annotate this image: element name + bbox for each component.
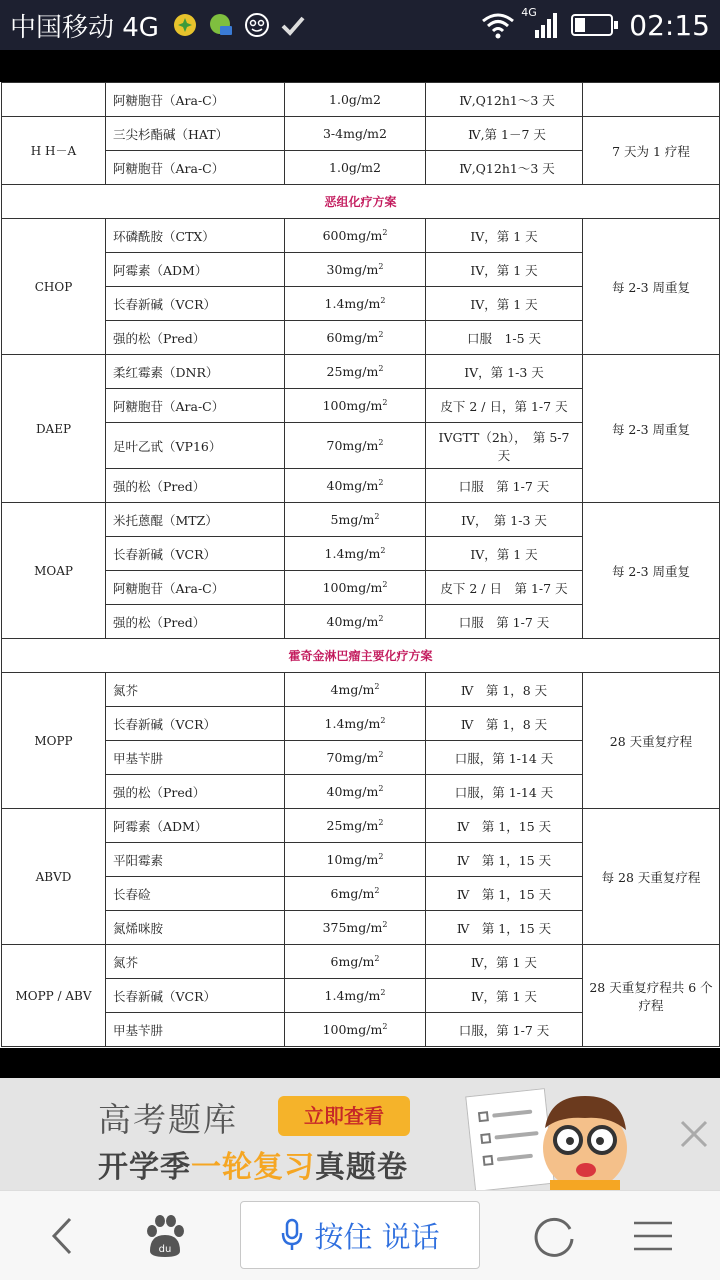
chemotherapy-regimen-table: [1, 82, 720, 1047]
dose-cell: $6mg/m^2$: [285, 945, 426, 979]
ad-banner[interactable]: [0, 1078, 720, 1190]
superscript-2: 2: [382, 397, 388, 407]
administration-cell: Ⅳ 第 1，8 天: [426, 673, 583, 707]
dose-cell: $600mg/m^2$: [285, 219, 426, 253]
dose-cell: $70mg/m^2$: [285, 423, 426, 469]
drug-cell: 长春新碱（VCR）: [106, 707, 285, 741]
menu-icon[interactable]: [630, 1213, 676, 1259]
drug-cell: 长春硷: [106, 877, 285, 911]
dose-cell: $25mg/m^2$: [285, 809, 426, 843]
table-row: [2, 673, 720, 707]
drug-cell: 甲基苄肼: [106, 741, 285, 775]
table-row: [2, 355, 720, 389]
administration-cell: IV，第 1 天: [426, 537, 583, 571]
superscript-2: 2: [378, 613, 384, 623]
table-row: [2, 503, 720, 537]
superscript-2: 2: [378, 261, 384, 271]
dose-cell: $6mg/m^2$: [285, 877, 426, 911]
microphone-icon: [280, 1218, 304, 1252]
table-row: [2, 117, 720, 151]
table-row: [2, 639, 720, 673]
drug-cell: 足叶乙甙（VP16）: [106, 423, 285, 469]
app-icon-clover: [172, 12, 198, 38]
dose-cell: 3-4mg/m2: [285, 117, 426, 151]
ad-subtitle-highlight: 一轮复习: [191, 1150, 315, 1185]
superscript-2: 2: [382, 579, 388, 589]
back-icon[interactable]: [40, 1213, 86, 1259]
table-row: [2, 185, 720, 219]
drug-cell: 长春新碱（VCR）: [106, 979, 285, 1013]
svg-text:du: du: [158, 1244, 172, 1255]
cycle-cell: 每 2-3 周重复: [583, 219, 720, 355]
superscript-2: 2: [382, 1021, 388, 1031]
superscript-2: 2: [378, 851, 384, 861]
dose-cell: $375mg/m^2$: [285, 911, 426, 945]
document-view[interactable]: [0, 82, 720, 1048]
dose-cell: $40mg/m^2$: [285, 469, 426, 503]
drug-cell: 氮芥: [106, 945, 285, 979]
administration-cell: IV， 第 1-3 天: [426, 503, 583, 537]
page-top-band: [0, 50, 720, 82]
superscript-2: 2: [380, 987, 386, 997]
superscript-2: 2: [380, 295, 386, 305]
status-bar: [0, 0, 720, 50]
hold-to-talk-button[interactable]: [240, 1201, 480, 1269]
carrier-label: 中国移动 4G: [10, 12, 159, 43]
app-icon-mail: [208, 12, 234, 38]
administration-cell: IV，第 1 天: [426, 219, 583, 253]
administration-cell: 口服 第 1-7 天: [426, 605, 583, 639]
drug-cell: 甲基苄肼: [106, 1013, 285, 1047]
cycle-cell: 每 2-3 周重复: [583, 355, 720, 503]
page-bottom-band: [0, 1048, 720, 1078]
administration-cell: IV，第 1 天: [426, 287, 583, 321]
administration-cell: Ⅳ,Q12h1～3 天: [426, 83, 583, 117]
superscript-2: 2: [374, 953, 380, 963]
drug-cell: 阿糖胞苷（Ara-C）: [106, 151, 285, 185]
dose-cell: $40mg/m^2$: [285, 775, 426, 809]
clock: 02:15: [629, 8, 710, 42]
regimen-name-cell: MOPP: [2, 673, 106, 809]
cycle-cell: 28 天重复疗程共 6 个疗程: [583, 945, 720, 1047]
administration-cell: 口服 第 1-7 天: [426, 469, 583, 503]
regimen-name-cell: CHOP: [2, 219, 106, 355]
superscript-2: 2: [380, 715, 386, 725]
drug-cell: 阿糖胞苷（Ara-C）: [106, 571, 285, 605]
regimen-name-cell: MOAP: [2, 503, 106, 639]
drug-cell: 阿糖胞苷（Ara-C）: [106, 389, 285, 423]
ad-subtitle-part-a: 开学季: [98, 1150, 191, 1185]
drug-cell: 阿糖胞苷（Ara-C）: [106, 83, 285, 117]
drug-cell: 米托蒽醌（MTZ）: [106, 503, 285, 537]
dose-cell: $10mg/m^2$: [285, 843, 426, 877]
dose-cell: $70mg/m^2$: [285, 741, 426, 775]
administration-cell: Ⅳ，第 1 天: [426, 945, 583, 979]
drug-cell: 强的松（Pred）: [106, 469, 285, 503]
dose-cell: $4mg/m^2$: [285, 673, 426, 707]
dose-cell: $60mg/m^2$: [285, 321, 426, 355]
superscript-2: 2: [378, 783, 384, 793]
administration-cell: Ⅳ,第 1－7 天: [426, 117, 583, 151]
ad-subtitle-part-c: 真题卷: [315, 1150, 408, 1185]
administration-cell: 口服，第 1-14 天: [426, 775, 583, 809]
superscript-2: 2: [374, 885, 380, 895]
ad-subtitle: [98, 1142, 408, 1186]
drug-cell: 长春新碱（VCR）: [106, 287, 285, 321]
voice-label: 按住 说话: [314, 1219, 440, 1254]
regimen-name-cell: ABVD: [2, 809, 106, 945]
superscript-2: 2: [378, 749, 384, 759]
administration-cell: Ⅳ 第 1，8 天: [426, 707, 583, 741]
superscript-2: 2: [380, 545, 386, 555]
administration-cell: Ⅳ 第 1，15 天: [426, 911, 583, 945]
administration-cell: 口服，第 1-14 天: [426, 741, 583, 775]
cycle-cell: 28 天重复疗程: [583, 673, 720, 809]
drug-cell: 强的松（Pred）: [106, 321, 285, 355]
superscript-2: 2: [378, 363, 384, 373]
app-icon-face: [244, 12, 270, 38]
section-heading: 霍奇金淋巴瘤主要化疗方案: [2, 639, 720, 673]
regimen-name-cell: DAEP: [2, 355, 106, 503]
drug-cell: 氮芥: [106, 673, 285, 707]
superscript-2: 2: [374, 511, 380, 521]
administration-cell: 口服，第 1-7 天: [426, 1013, 583, 1047]
drug-cell: 柔红霉素（DNR）: [106, 355, 285, 389]
drug-cell: 氮烯咪胺: [106, 911, 285, 945]
cycle-cell: 每 2-3 周重复: [583, 503, 720, 639]
drug-cell: 环磷酰胺（CTX）: [106, 219, 285, 253]
administration-cell: 皮下 2 / 日，第 1-7 天: [426, 389, 583, 423]
superscript-2: 2: [378, 817, 384, 827]
superscript-2: 2: [378, 437, 384, 447]
administration-cell: Ⅳ,Q12h1～3 天: [426, 151, 583, 185]
dose-cell: $1.4mg/m^2$: [285, 287, 426, 321]
administration-cell: Ⅳ 第 1，15 天: [426, 877, 583, 911]
wifi-icon: [481, 11, 515, 39]
administration-cell: Ⅳ 第 1，15 天: [426, 843, 583, 877]
administration-cell: IVGTT（2h）， 第 5-7 天: [426, 423, 583, 469]
superscript-2: 2: [382, 919, 388, 929]
dose-cell: 1.0g/m2: [285, 83, 426, 117]
superscript-2: 2: [374, 681, 380, 691]
dose-cell: $100mg/m^2$: [285, 389, 426, 423]
dose-cell: 1.0g/m2: [285, 151, 426, 185]
dose-cell: $1.4mg/m^2$: [285, 979, 426, 1013]
refresh-icon[interactable]: [532, 1213, 578, 1259]
drug-cell: 阿霉素（ADM）: [106, 253, 285, 287]
ad-title: 高考题库: [98, 1100, 238, 1139]
dose-cell: $1.4mg/m^2$: [285, 707, 426, 741]
app-icon-checkmark: [280, 12, 306, 38]
ad-close-icon[interactable]: [676, 1116, 712, 1152]
superscript-2: 2: [378, 329, 384, 339]
drug-cell: 长春新碱（VCR）: [106, 537, 285, 571]
dose-cell: $40mg/m^2$: [285, 605, 426, 639]
administration-cell: 口服 1-5 天: [426, 321, 583, 355]
dose-cell: $5mg/m^2$: [285, 503, 426, 537]
ad-view-now-button[interactable]: 立即查看: [278, 1096, 410, 1136]
administration-cell: Ⅳ 第 1，15 天: [426, 809, 583, 843]
cycle-cell: 每 28 天重复疗程: [583, 809, 720, 945]
table-row: [2, 219, 720, 253]
dose-cell: $100mg/m^2$: [285, 1013, 426, 1047]
dose-cell: $25mg/m^2$: [285, 355, 426, 389]
administration-cell: IV，第 1 天: [426, 253, 583, 287]
baidu-paw-icon[interactable]: [142, 1213, 188, 1259]
drug-cell: 平阳霉素: [106, 843, 285, 877]
table-row: [2, 83, 720, 117]
drug-cell: 三尖杉酯碱（HAT）: [106, 117, 285, 151]
regimen-name-cell: MOPP / ABV: [2, 945, 106, 1047]
administration-cell: 皮下 2 / 日 第 1-7 天: [426, 571, 583, 605]
signal-icon: [521, 6, 561, 40]
superscript-2: 2: [382, 227, 388, 237]
dose-cell: $1.4mg/m^2$: [285, 537, 426, 571]
cycle-cell: [583, 83, 720, 117]
battery-icon: [571, 13, 619, 37]
regimen-name-cell: H H－A: [2, 117, 106, 185]
section-heading: 恶组化疗方案: [2, 185, 720, 219]
cycle-cell: 7 天为 1 疗程: [583, 117, 720, 185]
drug-cell: 强的松（Pred）: [106, 775, 285, 809]
dose-cell: $30mg/m^2$: [285, 253, 426, 287]
network-badge: 4G: [521, 6, 537, 19]
regimen-name-cell: [2, 83, 106, 117]
bottom-navigation: [0, 1190, 720, 1280]
dose-cell: $100mg/m^2$: [285, 571, 426, 605]
table-row: [2, 945, 720, 979]
administration-cell: IV，第 1-3 天: [426, 355, 583, 389]
table-row: [2, 809, 720, 843]
administration-cell: Ⅳ，第 1 天: [426, 979, 583, 1013]
cartoon-boy-icon: [530, 1088, 640, 1190]
superscript-2: 2: [378, 477, 384, 487]
drug-cell: 阿霉素（ADM）: [106, 809, 285, 843]
drug-cell: 强的松（Pred）: [106, 605, 285, 639]
